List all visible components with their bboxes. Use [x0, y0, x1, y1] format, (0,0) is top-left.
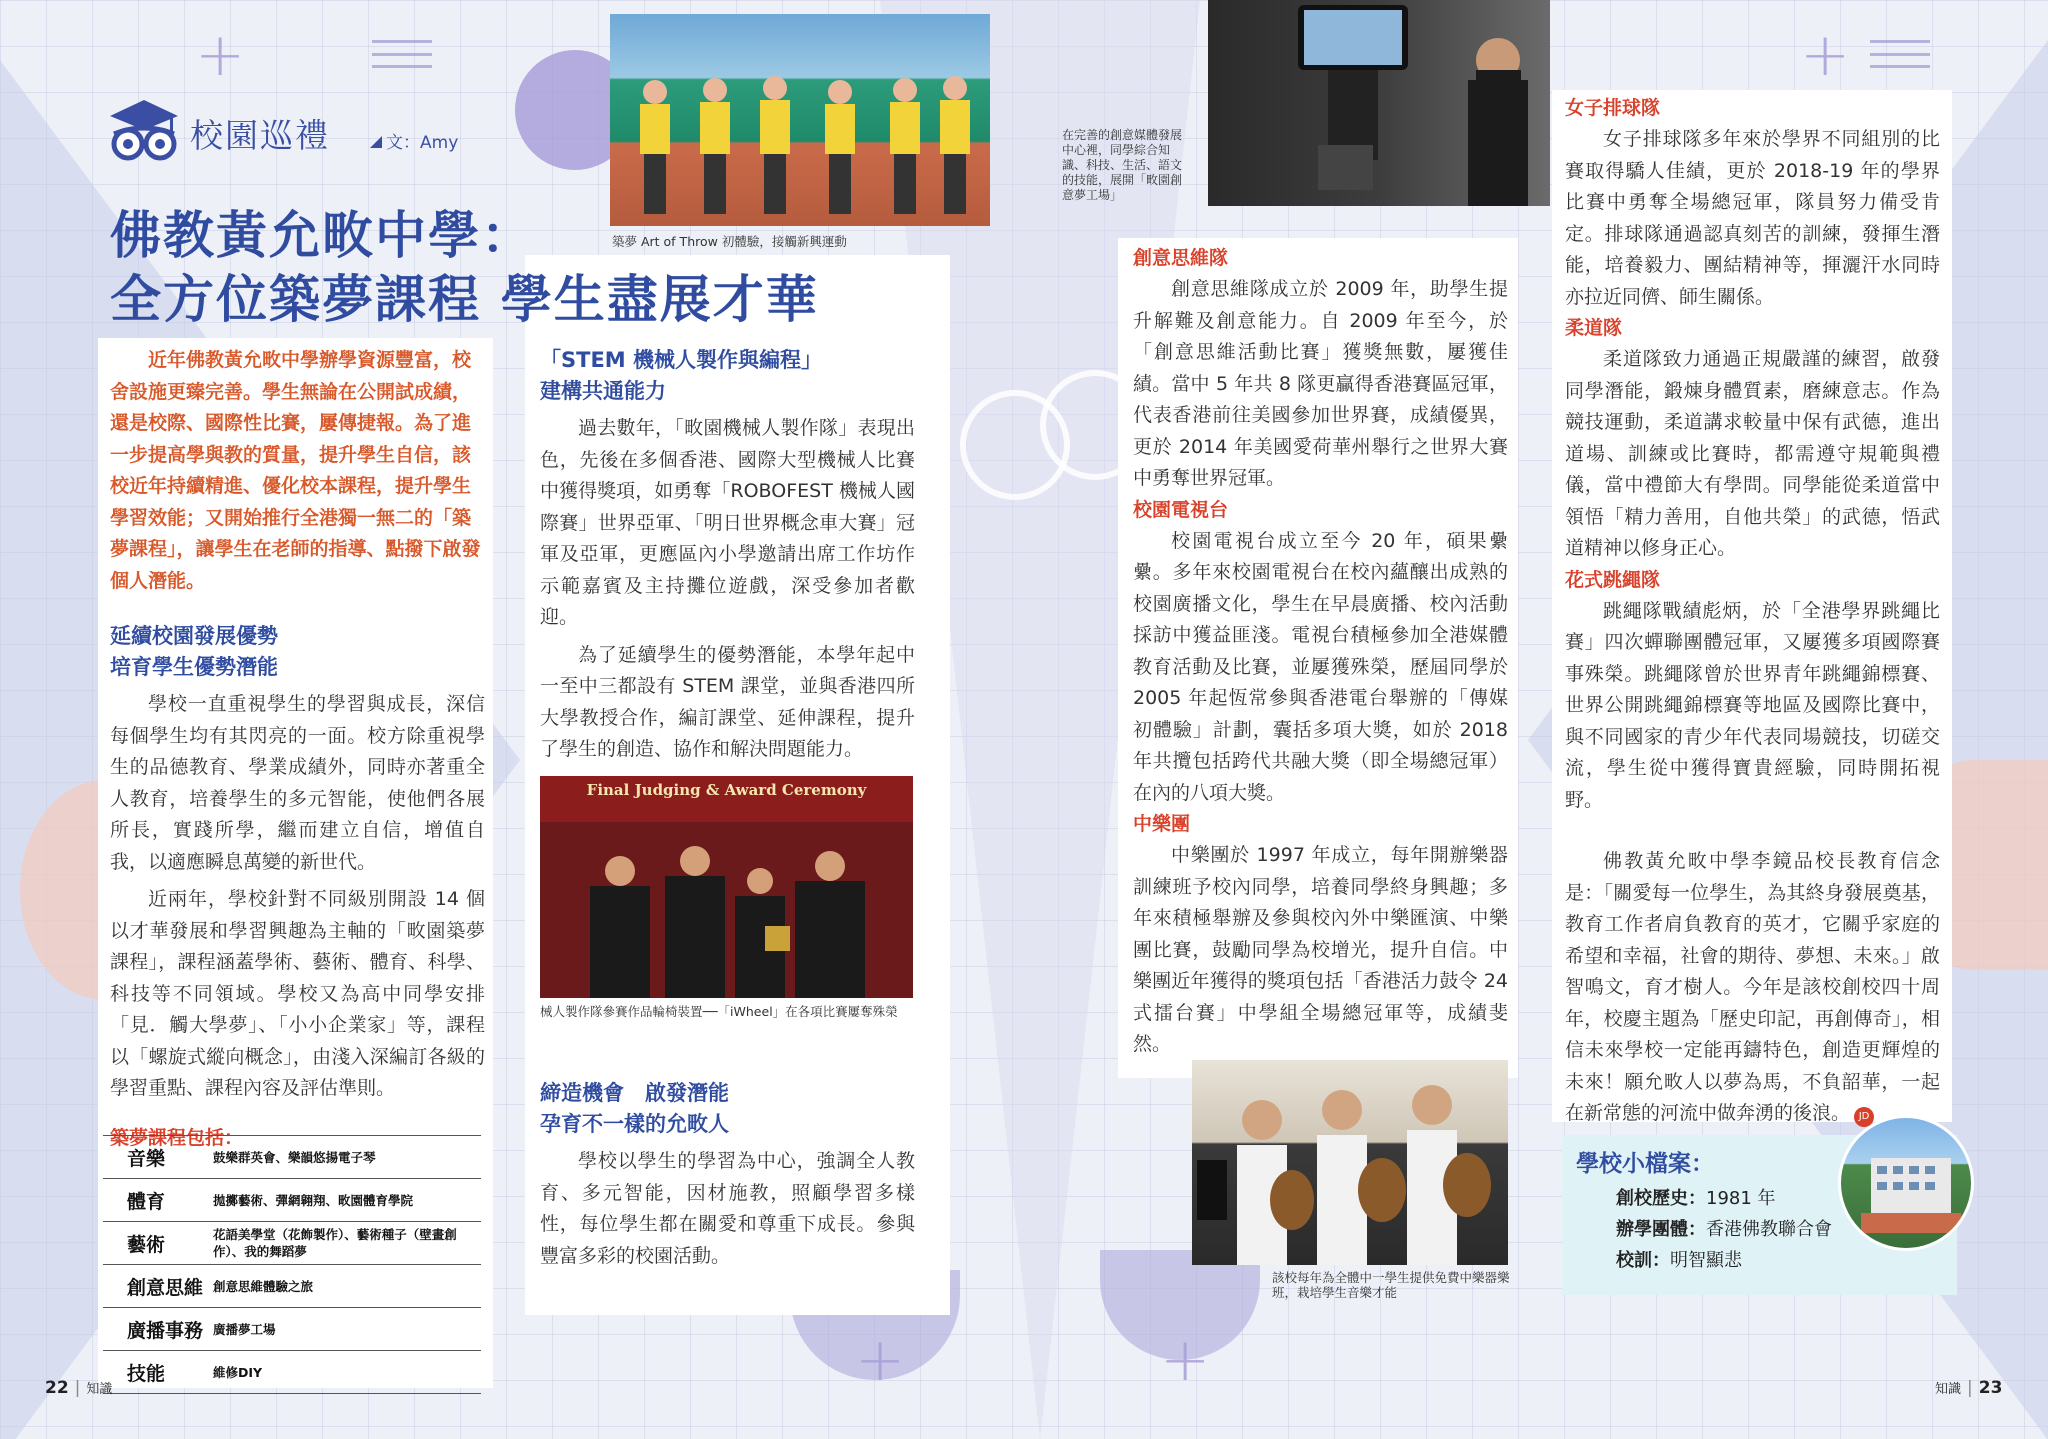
paragraph-opportunity: 學校以學生的學習為中心，強調全人教育、多元智能，因材施教，照顧學習多樣性，每位學生都在關愛和尊重下成長。參與豐富多彩的校園活動。 [540, 1150, 915, 1267]
paragraph-rope-skipping: 跳繩隊戰績彪炳，於「全港學界跳繩比賽」四次蟬聯團體冠軍，又屢獲多項國際賽事殊榮。跳繩隊曾於世界青年跳繩錦標賽、世界公開跳繩錦標賽等地區及國際比賽中，與不同國家的青少年代表同場競技，切磋交流，學生從中獲得寶貴經驗，同時開拓視野。 [1565, 599, 1940, 811]
table-row [103, 1179, 481, 1222]
author-byline [370, 128, 458, 153]
info-row-history [1616, 1183, 1832, 1214]
author-text: 文：Amy [386, 133, 459, 153]
subheading-judo: 柔道隊 [1565, 317, 1623, 339]
photo-caption-orchestra: 該校每年為全體中一學生提供免費中樂器樂班，栽培學生音樂才能 [1272, 1270, 1510, 1300]
school-building-photo [1838, 1115, 1974, 1251]
subheading-opportunity-1: 締造機會 啟發潛能 [540, 1081, 729, 1105]
orchestra-figures [1192, 1060, 1508, 1265]
subheading-volleyball: 女子排球隊 [1565, 97, 1661, 119]
paragraph-stem-1: 過去數年，「畋園機械人製作隊」表現出色，先後在多個香港、國際大型機械人比賽中獲得獎項，如勇奪「ROBOFEST 機械人國際賽」世界亞軍、「明日世界概念車大賽」冠軍及亞軍，更應區內小學邀請出席工作坊作示範嘉賓及主持攤位遊戲，深受參加者歡迎。 [540, 417, 915, 628]
section-title: 校園巡禮 [190, 116, 330, 155]
headline-line-1: 佛教黃允畋中學： [110, 207, 535, 266]
paragraph-dream-course: 近兩年，學校針對不同級別開設 14 個以才華發展和學習興趣為主軸的「畋園築夢課程」，課程涵蓋學術、藝術、體育、科學、科技等不同領域。學校又為高中同學安排「見．觸大學夢」、「小小企業家」等，課程以「螺旋式縱向概念」，由淺入深編訂各級的學習重點、課程內容及評估準則。 [110, 888, 485, 1099]
table-category: 藝術 [103, 1222, 213, 1265]
subheading-creative: 創意思維隊 [1133, 247, 1229, 269]
page-number: 22 [45, 1378, 69, 1398]
info-row-motto [1616, 1245, 1832, 1276]
table-items: 創意思維體驗之旅 [213, 1265, 481, 1308]
table-items: 花語美學堂（花飾製作）、藝術種子（壁畫創作）、我的舞蹈夢 [213, 1222, 481, 1265]
info-label: 校訓： [1616, 1250, 1670, 1271]
paragraph-development: 學校一直重視學生的學習與成長，深信每個學生均有其閃亮的一面。校方除重視學生的品德教育、學業成績外，同時亦著重全人教育，培養學生的多元智能，使他們各展所長，實踐所學，繼而建立自信，增值自我，以適應瞬息萬變的新世代。 [110, 693, 485, 873]
table-category: 體育 [103, 1179, 213, 1222]
photo-caption-media: 在完善的創意媒體發展中心裡，同學綜合知識、科技、生活、語文的技能，展開「畋園創意夢工場」 [1062, 128, 1183, 202]
photo-caption-award: 械人製作隊參賽作品輪椅裝置──「iWheel」在各項比賽屢奪殊榮 [540, 1004, 898, 1019]
intro-paragraph: 近年佛教黃允畋中學辦學資源豐富，校舍設施更臻完善。學生無論在公開試成績，還是校際、國際性比賽，屢傳捷報。為了進一步提高學與教的質量，提升學生自信，該校近年持續精進、優化校本課程，提升學生學習效能；又開始推行全港獨一無二的「築夢課程」，讓學生在老師的指導、點撥下啟發個人潛能。 [110, 349, 481, 592]
magazine-name: 知識 [86, 1382, 113, 1397]
info-label: 創校歷史： [1616, 1188, 1706, 1209]
table-category: 音樂 [103, 1136, 213, 1179]
plus-decor-icon: + [1800, 20, 1851, 90]
photo-chinese-orchestra [1192, 1060, 1508, 1265]
table-category: 廣播事務 [103, 1308, 213, 1351]
far-right-column [1565, 93, 1940, 1130]
info-list [1616, 1183, 1832, 1276]
paragraph-volleyball: 女子排球隊多年來於學界不同組別的比賽取得驕人佳績，更於 2018-19 年的學界比賽中勇奪全場總冠軍，隊員努力備受肯定。排球隊通過認真刻苦的訓練，發揮生潛能，培養毅力、團結精神等，揮灑汗水同時亦拉近同儕、師生關係。 [1565, 128, 1940, 308]
table-items: 鼓樂群英會、樂韻悠揚電子琴 [213, 1136, 481, 1179]
table-items: 廣播夢工場 [213, 1308, 481, 1351]
ceremony-figures [540, 776, 913, 998]
paragraph-judo: 柔道隊致力通過正規嚴謹的練習，啟發同學潛能，鍛煉身體質素，磨練意志。作為競技運動，柔道講求較量中保有武德，進出道場、訓練或比賽時，都需遵守規範與禮儀，當中禮節大有學問。同學能從柔道當中領悟「精力善用，自他共榮」的武德，悟武道精神以修身正心。 [1565, 348, 1940, 559]
table-title: 築夢課程包括： [110, 1126, 244, 1149]
curriculum-table [103, 1135, 481, 1394]
table-row [103, 1136, 481, 1179]
subheading-music: 中樂團 [1133, 813, 1191, 835]
middle-column-lower [540, 1078, 915, 1272]
headline-line-2: 全方位築夢課程 學生盡展才華 [110, 271, 819, 330]
paragraph-stem-2: 為了延續學生的優勢潛能，本學年起中一至中三都設有 STEM 課堂，並與香港四所大學教授合作，編訂課堂、延伸課程，提升了學生的創造、協作和解決問題能力。 [540, 643, 915, 760]
plus-decor-icon: + [855, 1325, 906, 1395]
info-title: 學校小檔案： [1576, 1151, 1714, 1177]
page-number-left: 22 | 知識 [45, 1378, 113, 1398]
subheading-stem-2: 建構共通能力 [540, 379, 666, 403]
subheading-opportunity-2: 孕育不一樣的允畋人 [540, 1112, 729, 1136]
photo-award-ceremony [540, 776, 913, 998]
subheading-stem-1: 「STEM 機械人製作與編程」 [540, 348, 823, 372]
table-items: 拋擲藝術、彈網翱翔、畋園體育學院 [213, 1179, 481, 1222]
table-row [103, 1351, 481, 1394]
left-column [110, 345, 485, 1154]
camera-and-student [1208, 0, 1550, 206]
table-items: 維修DIY [213, 1351, 481, 1394]
middle-column [540, 345, 915, 766]
subheading-development-1: 延續校園發展優勢 [110, 624, 278, 648]
table-category: 創意思維 [103, 1265, 213, 1308]
lines-decor [372, 40, 432, 68]
students-figures [610, 14, 990, 226]
paragraph-creative: 創意思維隊成立於 2009 年，助學生提升解難及創意能力。自 2009 年至今，於「創意思維活動比賽」獲獎無數，屢獲佳績。當中 5 年共 8 隊更贏得香港賽區冠軍，代表香港前往美國參加世界賽，成績優異，更於 2014 年美國愛荷華州舉行之世界大賽中勇奪世界冠軍。 [1133, 278, 1508, 489]
info-value: 香港佛教聯合會 [1706, 1219, 1832, 1240]
table-row [103, 1308, 481, 1351]
subheading-rope-skipping: 花式跳繩隊 [1565, 568, 1661, 591]
school-building-icon [1841, 1118, 1974, 1251]
paragraph-principal [1565, 846, 1940, 1130]
owl-logo-icon [108, 96, 180, 168]
photo-art-of-throw [610, 14, 990, 226]
info-value: 1981 年 [1706, 1188, 1776, 1209]
school-info-box [1562, 1135, 1957, 1295]
end-mark-icon: JD [1854, 1107, 1874, 1127]
info-label: 辦學團體： [1616, 1219, 1706, 1240]
table-row [103, 1222, 481, 1265]
right-column [1133, 243, 1508, 1061]
table-category: 技能 [103, 1351, 213, 1394]
subheading-tv: 校園電視台 [1133, 498, 1229, 521]
page-number-right: 知識 | 23 [1935, 1378, 2003, 1398]
photo-media-centre [1208, 0, 1550, 206]
subheading-development-2: 培育學生優勢潛能 [110, 655, 278, 679]
info-row-sponsor [1616, 1214, 1832, 1245]
magazine-name: 知識 [1935, 1382, 1962, 1397]
photo-caption-art-of-throw: 築夢 Art of Throw 初體驗，接觸新興運動 [612, 234, 847, 249]
plus-decor-icon: + [1160, 1325, 1211, 1395]
paragraph-music: 中樂團於 1997 年成立，每年開辦樂器訓練班予校內同學，培養同學終身興趣；多年來積極舉辦及參與校內外中樂匯演、中樂團比賽，鼓勵同學為校增光，提升自信。中樂團近年獲得的獎項包括「香港活力鼓令 24 式擂台賽」中學組全場總冠軍等，成績斐然。 [1133, 844, 1508, 1055]
triangle-marker-icon [370, 136, 382, 148]
principal-text: 佛教黃允畋中學李鏡品校長教育信念是：「關愛每一位學生，為其終身發展奠基，教育工作者肩負教育的英才，它關乎家庭的希望和幸福，社會的期待、夢想、未來。」啟智鳴文，育才樹人。今年是該校創校四十周年，校慶主題為「歷史印記，再創傳奇」，相信未來學校一定能再鑄特色，創造更輝煌的未來！願允畋人以夢為馬，不負韶華，一起在新常態的河流中做奔湧的後浪。 [1565, 850, 1940, 1124]
lines-decor [1870, 40, 1930, 68]
page-number: 23 [1978, 1378, 2003, 1398]
table-row [103, 1265, 481, 1308]
paragraph-tv: 校園電視台成立至今 20 年，碩果纍纍。多年來校園電視台在校內蘊釀出成熟的校園廣播文化，學生在早晨廣播、校內活動採訪中獲益匪淺。電視台積極參加全港媒體教育活動及比賽，並屢獲殊榮，歷屆同學於 2005 年起恆常參與香港電台舉辦的「傳媒初體驗」計劃，囊括多項大獎，如於 2018 年共攬包括跨代共融大獎（即全場總冠軍）在內的八項大獎。 [1133, 529, 1508, 804]
plus-decor-icon: + [195, 20, 246, 90]
ceremony-banner: Final Judging & Award Ceremony [540, 776, 913, 822]
info-value: 明智顯悲 [1670, 1250, 1742, 1271]
